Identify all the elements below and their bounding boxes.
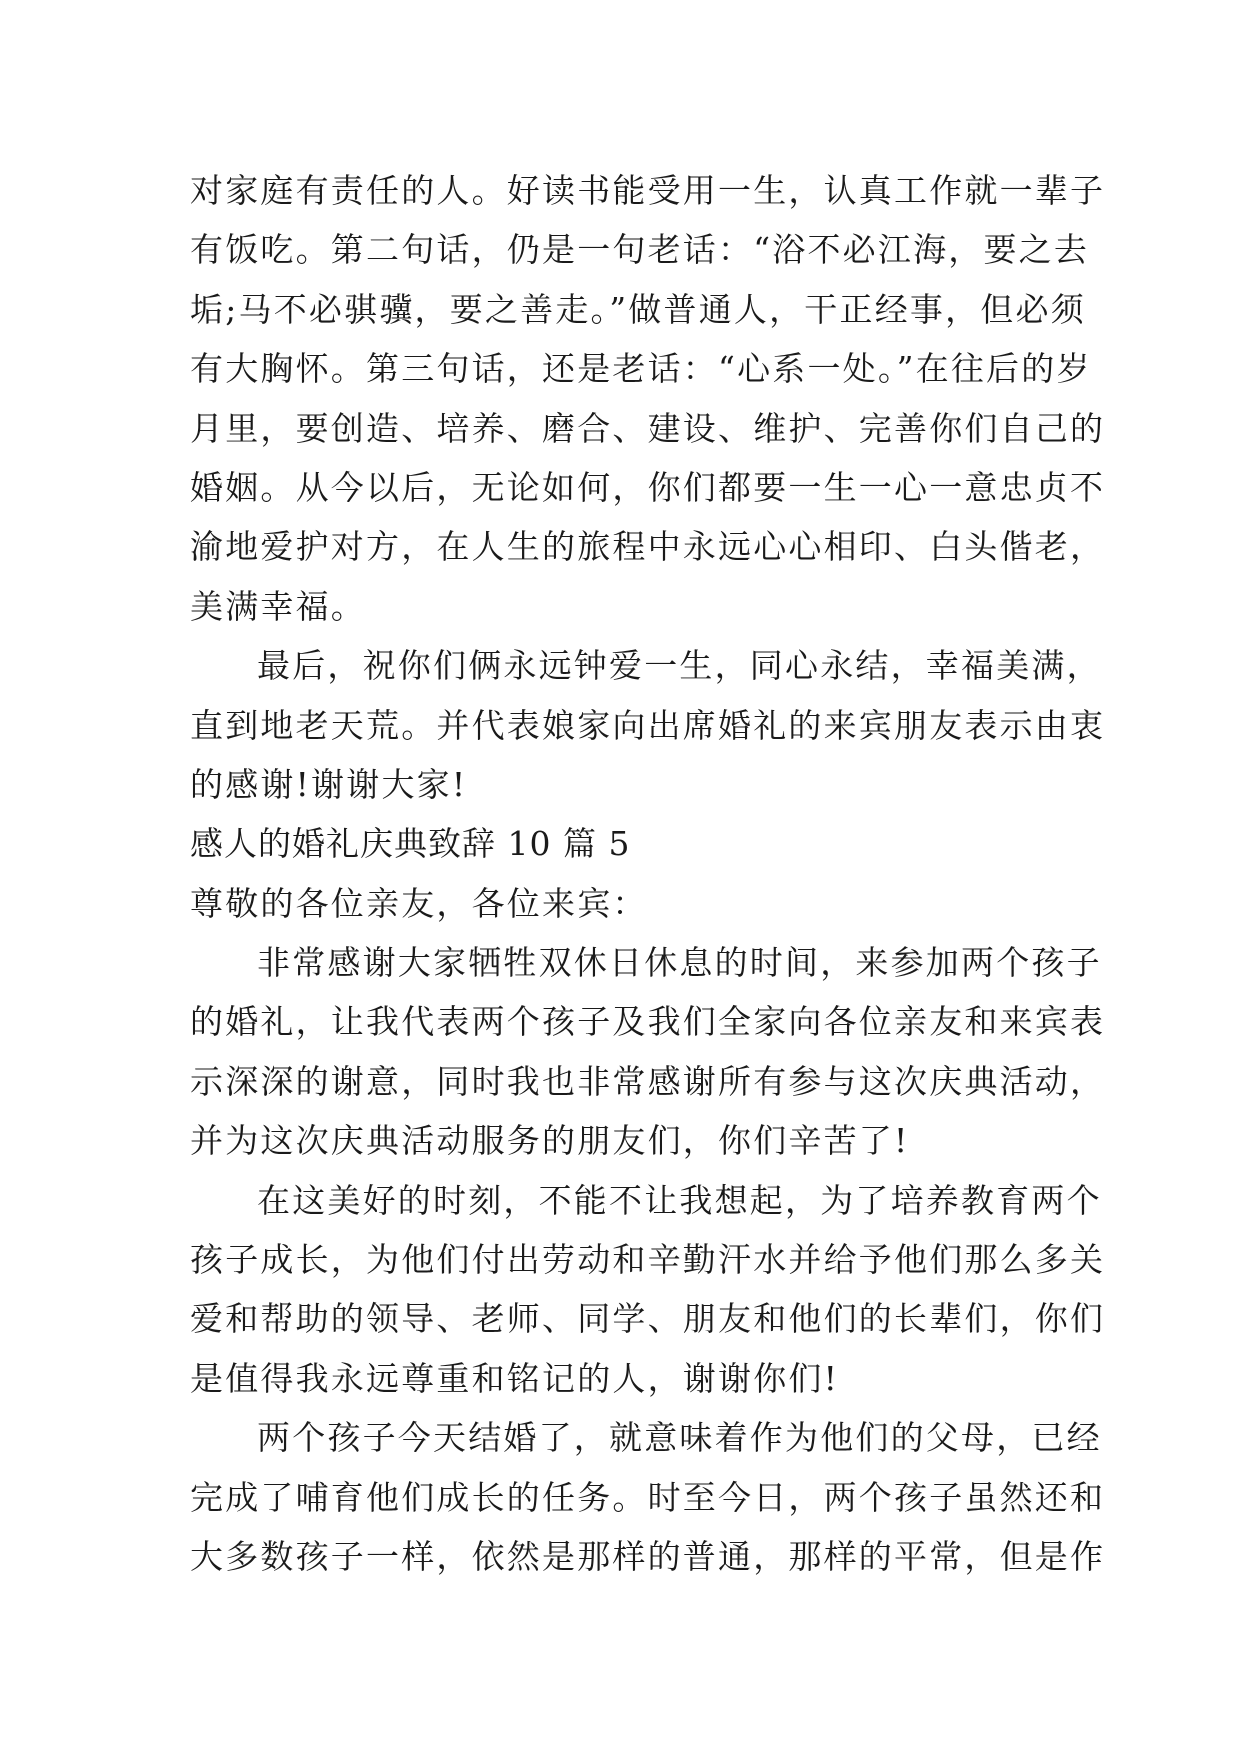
text-line: 完成了哺育他们成长的任务。时至今日，两个孩子虽然还和 [190,1477,1106,1517]
paragraph-start-line: 在这美好的时刻，不能不让我想起，为了培养教育两个 [257,1180,1102,1220]
salutation: 尊敬的各位亲友，各位来宾： [190,883,648,923]
text-line: 并为这次庆典活动服务的朋友们，你们辛苦了! [190,1121,910,1161]
section-heading: 感人的婚礼庆典致辞 10 篇 5 [190,824,631,864]
text-line: 是值得我永远尊重和铭记的人，谢谢你们! [190,1358,840,1398]
text-line: 对家庭有责任的人。好读书能受用一生，认真工作就一辈子 [190,171,1106,210]
text-line: 月里，要创造、培养、磨合、建设、维护、完善你们自己的 [190,408,1106,448]
paragraph-start-line: 最后，祝你们俩永远钟爱一生，同心永结，幸福美满， [257,646,1102,686]
text-line: 示深深的谢意，同时我也非常感谢所有参与这次庆典活动， [190,1061,1106,1101]
text-line: 美满幸福。 [190,586,366,626]
text-line: 直到地老天荒。并代表娘家向出席婚礼的来宾朋友表示由衷 [190,705,1106,745]
text-line: 大多数孩子一样，依然是那样的普通，那样的平常，但是作 [190,1536,1106,1576]
text-line: 爱和帮助的领导、老师、同学、朋友和他们的长辈们，你们 [190,1299,1106,1339]
document-body [190,161,1106,1586]
text-line: 渝地爱护对方，在人生的旅程中永远心心相印、白头偕老， [190,527,1106,567]
paragraph-start-line: 非常感谢大家牺牲双休日休息的时间，来参加两个孩子 [257,943,1102,983]
text-line: 有大胸怀。第三句话，还是老话：“心系一处。”在往后的岁 [190,349,1092,389]
text-line: 有饭吃。第二句话，仍是一句老话：“浴不必江海，要之去 [190,230,1090,270]
paragraph-start-line: 两个孩子今天结婚了，就意味着作为他们的父母，已经 [257,1418,1102,1458]
text-line: 的婚礼，让我代表两个孩子及我们全家向各位亲友和来宾表 [190,1002,1106,1042]
text-line: 垢;马不必骐骥，要之善走。”做普通人，干正经事，但必须 [190,289,1086,329]
text-line: 孩子成长，为他们付出劳动和辛勤汗水并给予他们那么多关 [190,1240,1106,1280]
text-line: 的感谢!谢谢大家! [190,764,468,804]
text-line: 婚姻。从今以后，无论如何，你们都要一生一心一意忠贞不 [190,467,1106,507]
